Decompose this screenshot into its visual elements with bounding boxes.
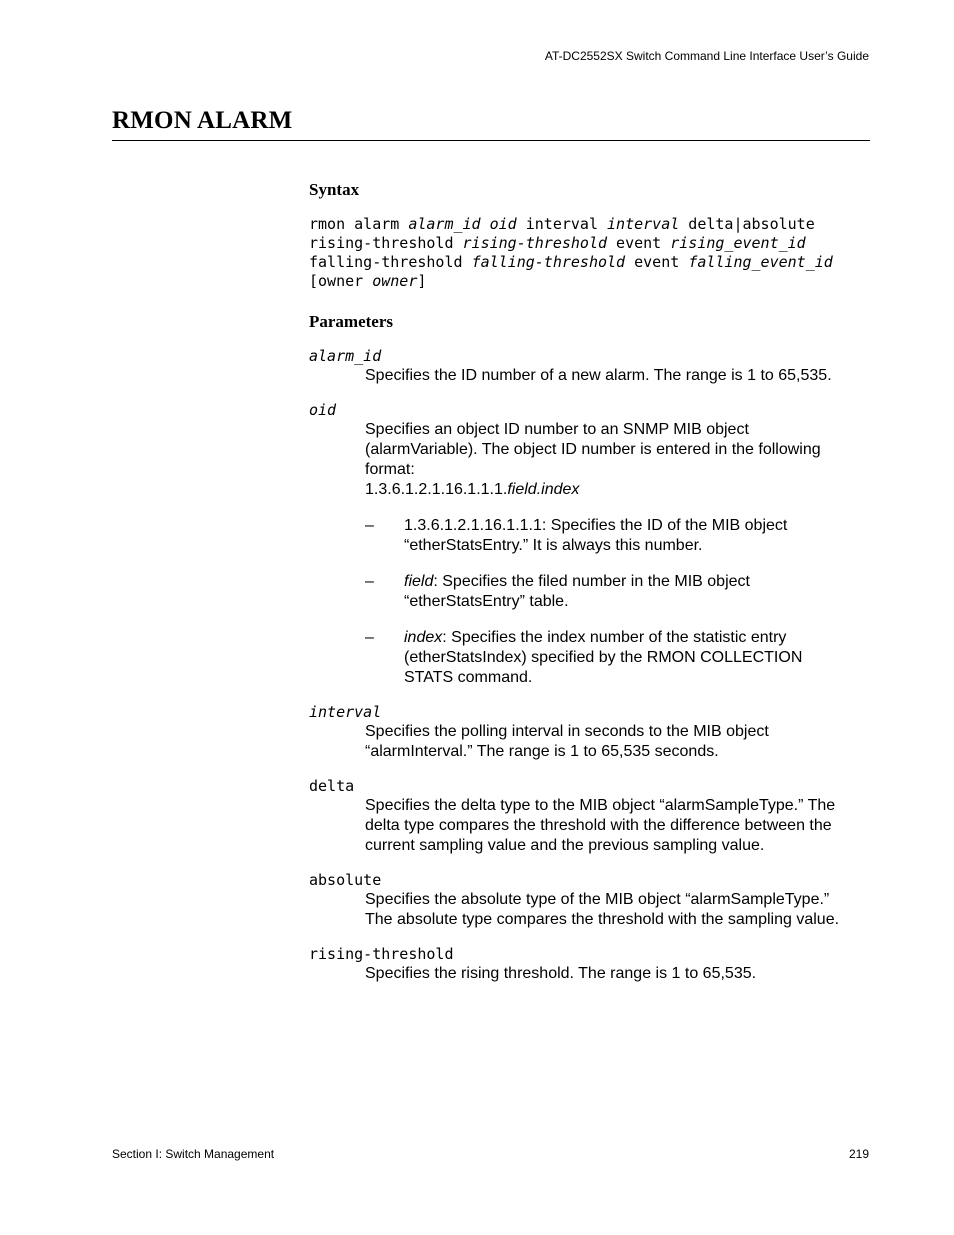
oid-format (365, 480, 889, 500)
syntax-line-4 (309, 272, 889, 291)
param-description (365, 366, 889, 386)
param-rising-threshold (309, 945, 889, 984)
heading-rule (112, 140, 870, 141)
param-alarm-id (309, 347, 889, 386)
dash-bullet: – (365, 629, 374, 646)
syntax-line-3 (309, 253, 889, 272)
bullet-line: (etherStatsIndex) specified by the RMON COLLECTION (404, 649, 803, 666)
syntax-block (309, 215, 889, 291)
bullet-text: : Specifies the index number of the statistic entry (442, 629, 787, 646)
param-delta (309, 777, 889, 856)
syntax-token: rising-threshold (309, 234, 463, 252)
param-term: absolute (309, 871, 382, 889)
param-term: oid (309, 401, 337, 419)
syntax-token: falling-threshold (309, 253, 472, 271)
syntax-token: falling_event_id (688, 253, 833, 271)
list-item (365, 516, 889, 556)
bullet-text: 1.3.6.1.2.1.16.1.1.1: Specifies the ID of the MIB object (404, 517, 788, 534)
param-description (365, 722, 889, 762)
syntax-token: falling-threshold (471, 253, 626, 271)
param-term: alarm_id (309, 347, 382, 365)
bullet-line (404, 516, 889, 536)
list-item (365, 628, 889, 688)
description-line: Specifies the polling interval in seconds to the MIB object (365, 723, 769, 740)
syntax-token: event (607, 234, 671, 252)
page-title: RMON ALARM (112, 107, 293, 134)
param-description (365, 796, 889, 856)
list-item (365, 572, 889, 612)
dash-bullet: – (365, 517, 374, 534)
description-line: (alarmVariable). The object ID number is entered in the following (365, 441, 821, 458)
syntax-line-2 (309, 234, 889, 253)
syntax-token: interval (607, 215, 680, 233)
syntax-token: event (625, 253, 689, 271)
description-text: Specifies the rising threshold. The range is 1 to 65,535. (365, 965, 757, 982)
bullet-line: “etherStatsEntry” table. (404, 593, 569, 610)
param-term: delta (309, 777, 355, 795)
syntax-heading: Syntax (309, 180, 360, 199)
syntax-token: alarm_id oid (408, 215, 517, 233)
description-line: current sampling value and the previous sampling value. (365, 837, 765, 854)
bullet-lead: index (404, 629, 443, 646)
syntax-token: [owner (309, 272, 373, 290)
oid-format-suffix: field.index (507, 481, 580, 498)
description-line: “alarmInterval.” The range is 1 to 65,535 seconds. (365, 743, 719, 760)
syntax-token: rising_event_id (670, 234, 806, 252)
page-number: 219 (848, 1147, 869, 1161)
description-line: Specifies the absolute type of the MIB object “alarmSampleType.” (365, 891, 830, 908)
param-description (365, 964, 889, 984)
param-description (365, 420, 889, 688)
syntax-token: ] (417, 272, 427, 290)
description-line: The absolute type compares the threshold with the sampling value. (365, 911, 840, 928)
syntax-token: delta|absolute (679, 215, 815, 233)
footer-section: Section I: Switch Management (112, 1147, 275, 1161)
syntax-line-1 (309, 215, 889, 234)
syntax-token: owner (372, 272, 418, 290)
bullet-text: : Specifies the filed number in the MIB object (433, 573, 750, 590)
syntax-token: rmon alarm (309, 215, 409, 233)
parameters-heading: Parameters (309, 312, 394, 331)
oid-format-bullets (365, 516, 889, 688)
syntax-token: rising-threshold (462, 234, 608, 252)
description-line: format: (365, 461, 415, 478)
param-interval (309, 703, 889, 762)
bullet-lead: field (404, 573, 434, 590)
param-oid (309, 401, 889, 688)
main-content (309, 179, 889, 984)
description-text: Specifies the ID number of a new alarm. The range is 1 to 65,535. (365, 367, 832, 384)
dash-bullet: – (365, 573, 374, 590)
bullet-line (404, 572, 889, 592)
parameter-list (309, 347, 889, 984)
syntax-token: interval (516, 215, 608, 233)
running-header: AT-DC2552SX Switch Command Line Interface User’s Guide (544, 49, 869, 63)
description-line: Specifies the delta type to the MIB object “alarmSampleType.” The (365, 797, 836, 814)
param-description (365, 890, 889, 930)
description-line: Specifies an object ID number to an SNMP MIB object (365, 421, 749, 438)
description-line: delta type compares the threshold with the difference between the (365, 817, 832, 834)
param-term: rising-threshold (309, 945, 454, 963)
oid-format-prefix: 1.3.6.1.2.1.16.1.1.1. (365, 481, 508, 498)
param-term: interval (309, 703, 382, 721)
bullet-line: STATS command. (404, 669, 533, 686)
param-absolute (309, 871, 889, 930)
bullet-line (404, 628, 889, 648)
bullet-line: “etherStatsEntry.” It is always this number. (404, 537, 703, 554)
